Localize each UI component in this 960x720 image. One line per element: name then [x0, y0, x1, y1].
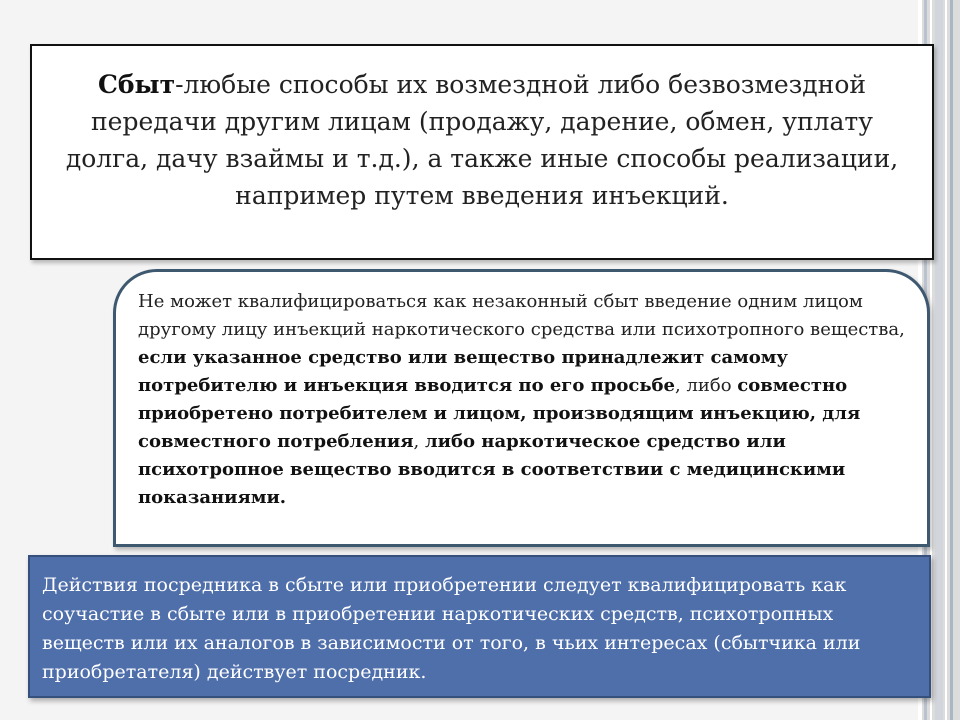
intermediary-summary-box: [28, 555, 931, 698]
exception-note-box: [113, 269, 930, 547]
note-condition-medical: либо наркотическое средство или психотропное вещество вводится в соответствии с медицинскими показаниями.: [138, 431, 846, 508]
note-condition-own-substance: если указанное средство или вещество принадлежит самому потребителю и инъекция вводится по его просьбе: [138, 347, 788, 396]
note-separator-2: ,: [413, 431, 425, 452]
summary-text: Действия посредника в сбыте или приобретении следует квалифицировать как соучастие в сбыте или в приобретении наркотических средств, психотропных веществ или их аналогов в зависимости от того, в чьих интересах (сбытчика или приобретателя) действует посредник.: [42, 574, 861, 683]
definition-term: Сбыт: [97, 70, 176, 99]
note-separator-1: , либо: [675, 375, 738, 396]
note-intro: Не может квалифицироваться как незаконный сбыт введение одним лицом другому лицу инъекций наркотического средства или психотропного вещества,: [138, 291, 905, 340]
note-condition-joint-purchase: совместно приобретено потребителем и лицом, производящим инъекцию, для совместного потребления: [138, 375, 861, 452]
definition-text: -любые способы их возмездной либо безвозмездной передачи другим лицам (продажу, дарение, обмен, уплату долга, дачу взаймы и т.д.), а также иные способы реализации, например путем введения инъекций.: [65, 70, 899, 210]
definition-box: [30, 44, 934, 260]
